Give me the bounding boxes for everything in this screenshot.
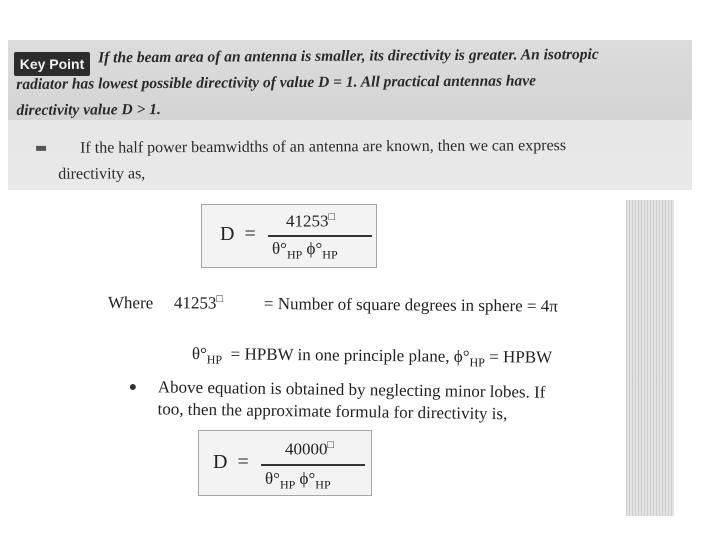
key-point-panel: [8, 40, 692, 190]
fraction-bar: [268, 235, 372, 237]
key-point-line-1: If the beam area of an antenna is smaller, its directivity is greater. An isotropic: [98, 45, 599, 67]
approx-directivity-formula-box: [198, 430, 372, 496]
formula-denominator: $\theta^\circ_{HP}$ $\phi^\circ_{HP}$: [272, 239, 338, 262]
key-point-line-3: directivity value D > 1.: [16, 100, 161, 119]
intro-paragraph: [18, 133, 686, 188]
scan-edge-strip: [626, 200, 674, 516]
bullet-line-2: too, then the approximate formula for directivity is,: [157, 399, 508, 424]
bullet-line-1: Above equation is obtained by neglecting minor lobes. If: [157, 377, 546, 402]
approximation-bullet: [133, 376, 634, 427]
theta-definition: $\theta^\circ_{HP}$ = HPBW in one principle plane, $\phi^\circ_{HP}$ = HPBW: [191, 344, 553, 370]
where-definition: Where 41253□ = Number of square degrees in sphere = 4π: [107, 292, 558, 316]
formula-numerator: 41253□: [286, 211, 336, 231]
directivity-formula-box: [201, 204, 377, 268]
intro-line-2: directivity as,: [58, 165, 146, 183]
intro-line-1: If the half power beamwidths of an antenna are known, then we can express: [80, 137, 567, 157]
bullet-dot-icon: [130, 384, 136, 390]
formula-denominator: $\theta^\circ_{HP}$ $\phi^\circ_{HP}$: [265, 469, 331, 492]
key-point-line-2: radiator has lowest possible directivity of value D = 1. All practical antennas have: [16, 72, 537, 93]
formula-lhs: D =: [213, 451, 249, 473]
key-point-badge: Key Point: [14, 52, 90, 76]
fraction-bar: [261, 464, 365, 466]
formula-numerator: 40000□: [285, 439, 335, 459]
formula-lhs: D =: [220, 223, 256, 245]
dash-bullet-icon: [36, 146, 46, 151]
key-point-text: [16, 41, 685, 124]
formula-panel: [40, 200, 674, 516]
